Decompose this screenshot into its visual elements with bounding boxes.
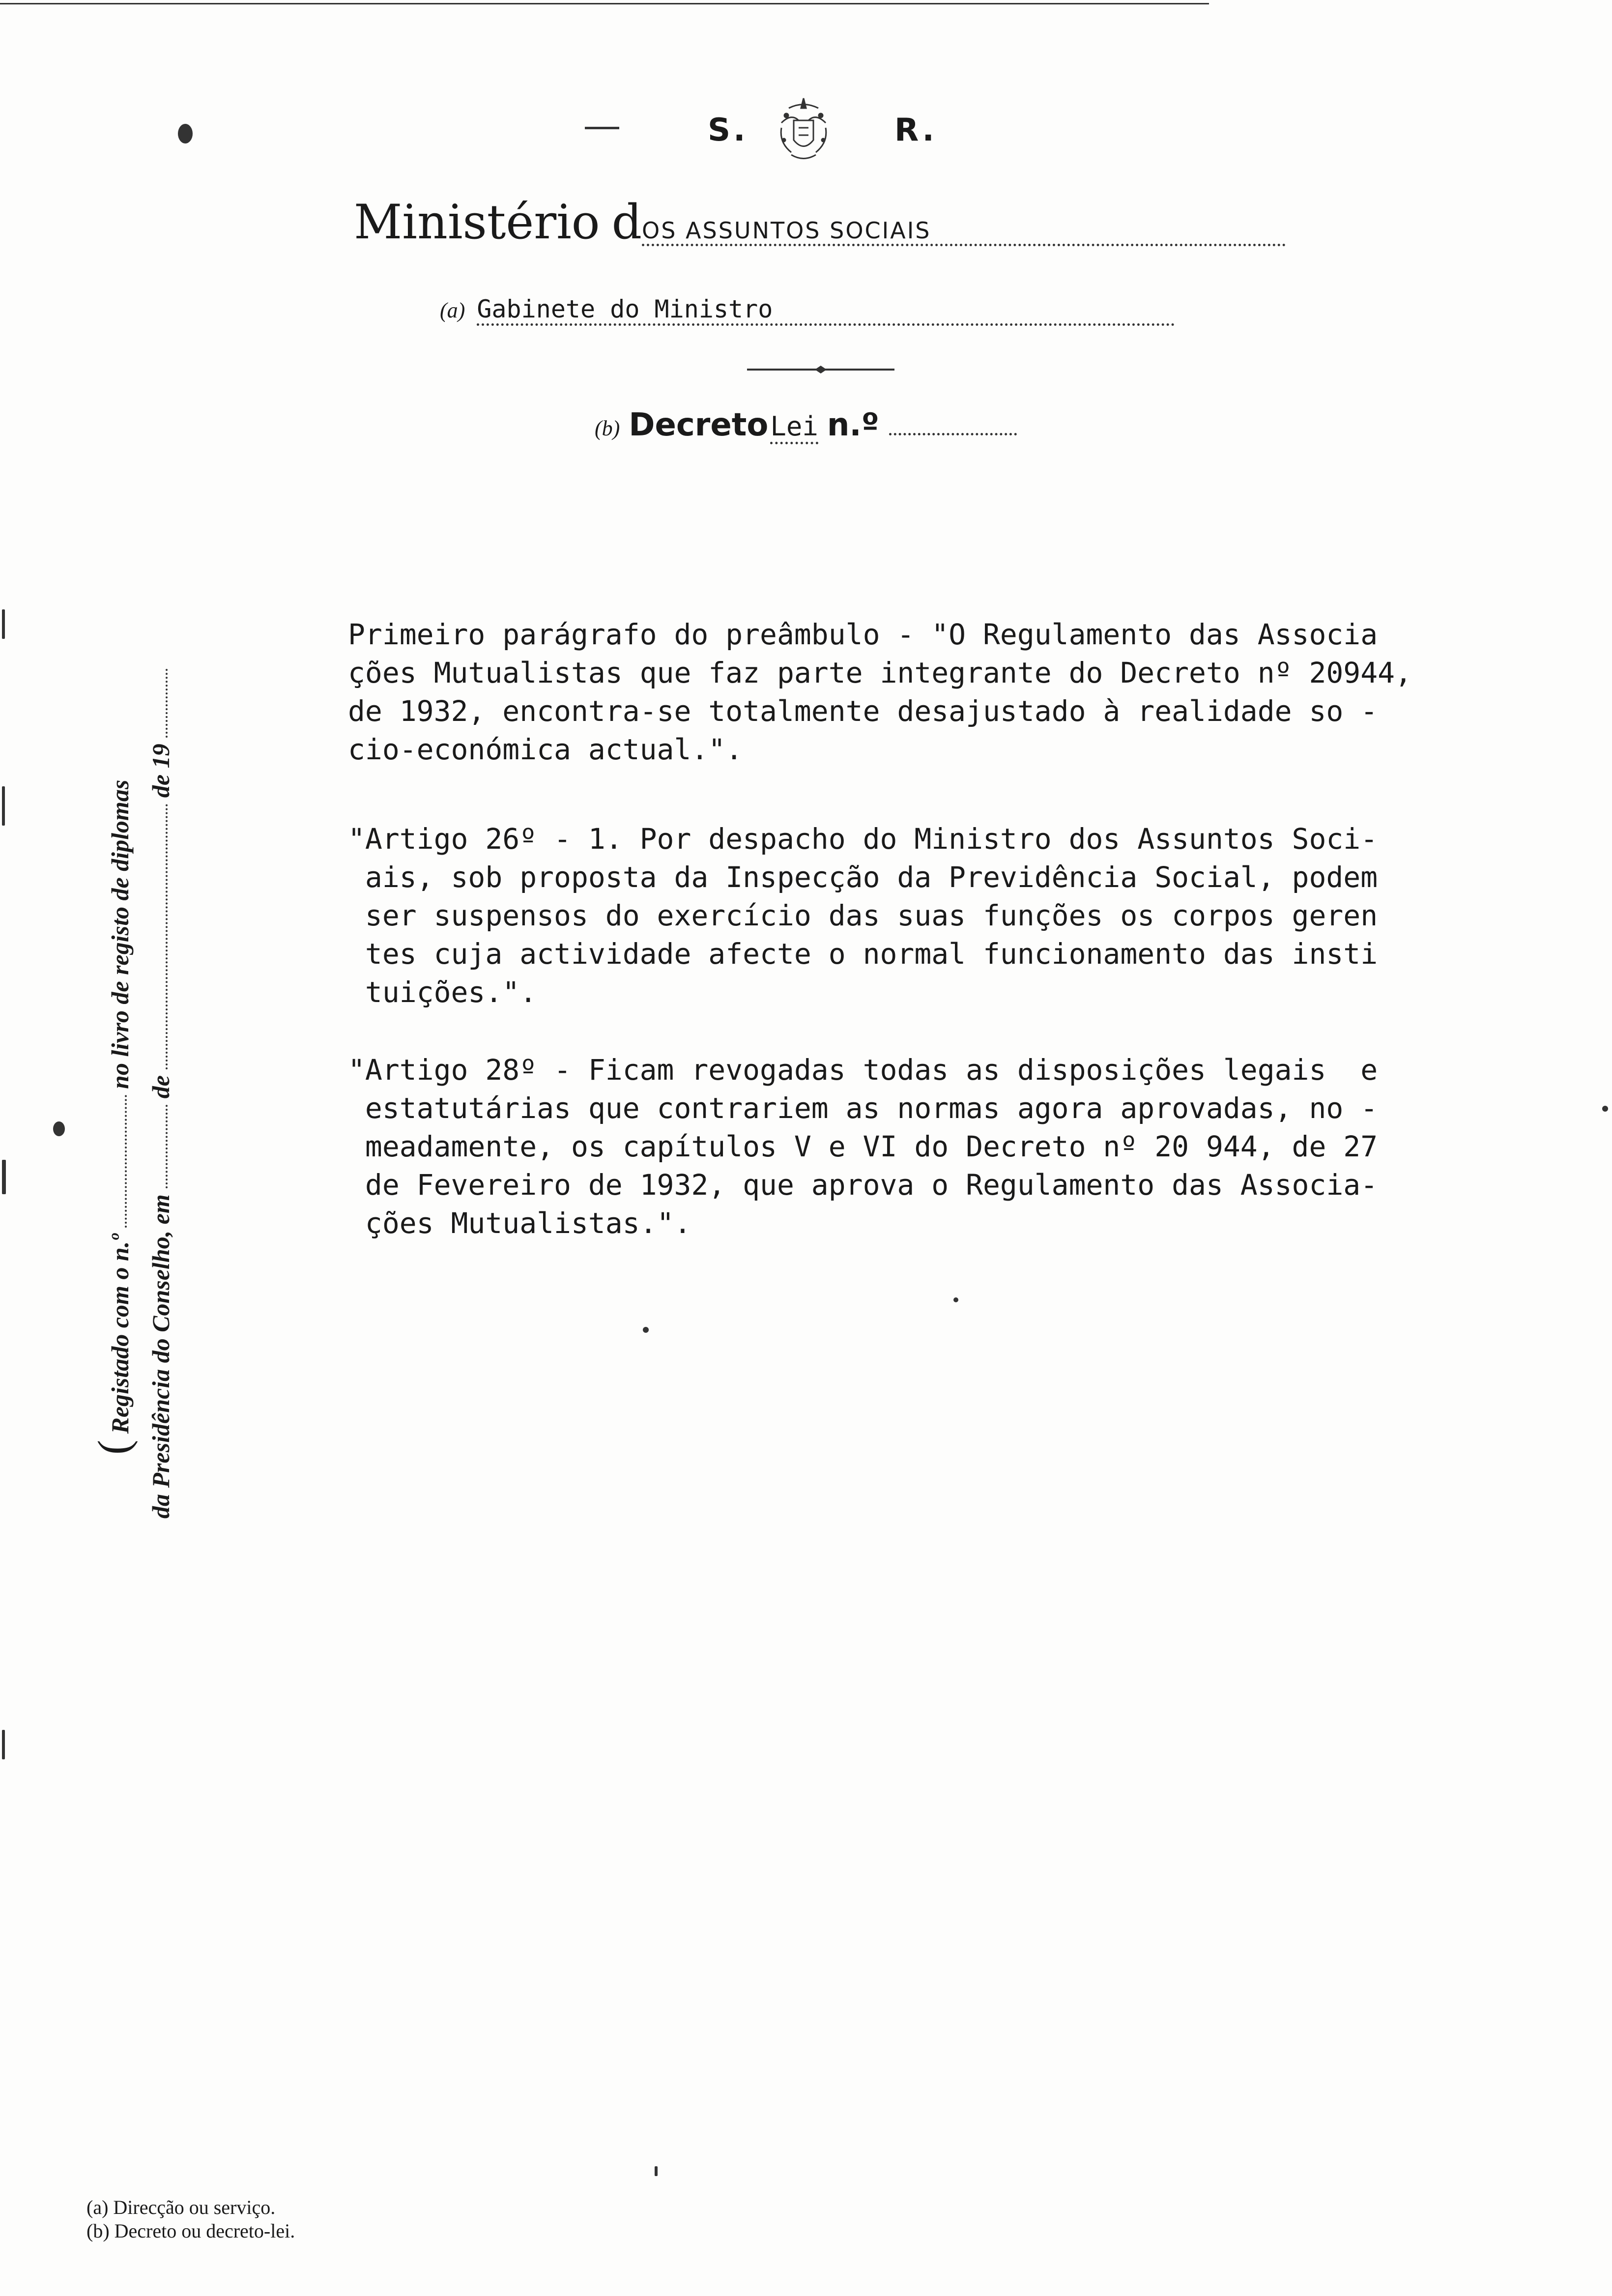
scan-speck	[643, 1327, 649, 1333]
scan-speck	[2, 609, 5, 639]
paragraph-article-28: "Artigo 28º - Ficam revogadas todas as disposições legais e estatutárias que contrariem as normas agora aprovadas, no - meadamente, os capítulos V e VI do Decreto nº 20 944, de 27 de Fevereiro de 1932, que aprova o Regulamento das Associa- ções Mutualistas.".	[348, 1053, 1378, 1240]
side-line1-blank	[119, 1095, 127, 1228]
top-rule	[0, 3, 1209, 4]
decree-number-label: n.º	[827, 407, 879, 443]
side-line2-blank-3	[160, 669, 168, 738]
scan-speck	[2, 1160, 6, 1194]
ornament-divider	[747, 365, 894, 374]
footnote-b: (b) Decreto ou decreto-lei.	[86, 2220, 295, 2242]
side-line2-blank-1	[160, 1105, 168, 1188]
scan-speck	[2, 1730, 5, 1759]
decree-type: Lei	[770, 411, 818, 444]
scan-speck	[2, 786, 5, 826]
scan-speck	[53, 1121, 65, 1136]
coat-of-arms-icon	[772, 93, 835, 167]
side-registration-line-1: ( Registado com o n.º no livro de registo de diplomas	[89, 779, 138, 1455]
decree-number-blank	[889, 428, 1017, 435]
scan-speck	[655, 2166, 658, 2176]
decree-word: Decreto	[629, 407, 769, 443]
side-line2-a: da Presidência do Conselho, em	[147, 1194, 174, 1519]
scan-speck	[953, 1297, 958, 1302]
scan-speck	[1602, 1106, 1608, 1112]
dash-mark	[585, 127, 619, 129]
paragraph-article-26: "Artigo 26º - 1. Por despacho do Ministro dos Assuntos Soci- ais, sob proposta da Inspecção da Previdência Social, podem ser suspensos do exercício das suas funções os corpos geren tes cuja actividade afecte o normal funcionamento das insti tuições.".	[348, 822, 1378, 1009]
side-line1-b: no livro de registo de diplomas	[106, 779, 134, 1089]
decree-label-b: (b)	[595, 416, 620, 440]
decree-line	[595, 407, 1116, 443]
footnote-a: (a) Direcção ou serviço.	[86, 2196, 276, 2218]
ministry-name: OS ASSUNTOS SOCIAIS	[642, 217, 1286, 246]
side-line2-c: de 19	[147, 744, 174, 798]
letterhead-left-letter: S.	[708, 112, 748, 148]
letterhead-right-letter: R.	[894, 112, 937, 148]
side-line1-a: Registado com o n.º	[106, 1234, 134, 1434]
side-registration-line-2	[146, 669, 175, 1519]
side-line2-b: de	[147, 1075, 174, 1099]
ministry-prefix: d	[611, 195, 642, 250]
service-line	[440, 295, 1207, 326]
ministry-word: Ministério	[354, 195, 600, 250]
ministry-line	[354, 195, 1293, 250]
service-name: Gabinete do Ministro	[477, 295, 1175, 326]
paragraph-preamble: Primeiro parágrafo do preâmbulo - "O Regulamento das Associa ções Mutualistas que faz parte integrante do Decreto nº 20944, de 1932, encontra-se totalmente desajustado à realidade so - cio-económica actual.".	[348, 618, 1412, 766]
scan-speck	[178, 124, 193, 144]
side-line2-blank-2	[160, 804, 168, 1069]
service-label-a: (a)	[440, 298, 465, 322]
